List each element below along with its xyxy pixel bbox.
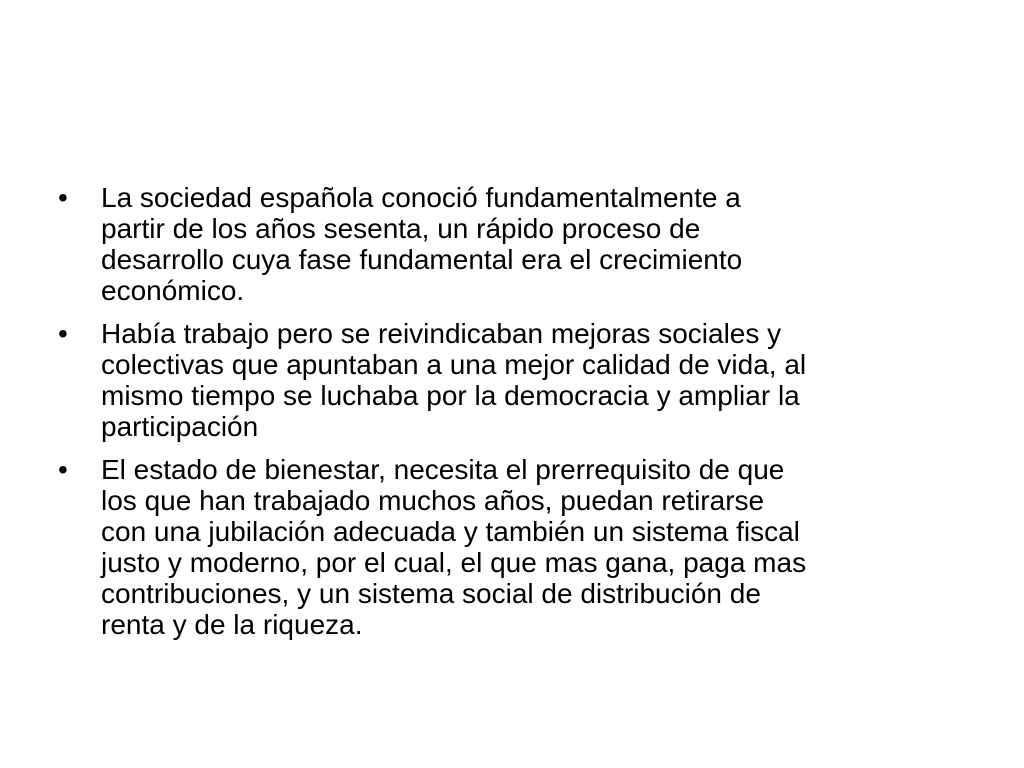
bullet-line: participación <box>101 411 259 442</box>
bullet-list <box>56 182 976 652</box>
bullet-line: económico. <box>101 275 245 306</box>
bullet-line: contribuciones, y un sistema social de distribución de <box>101 578 761 609</box>
bullet-line: La sociedad española conoció fundamentalmente a <box>101 182 741 213</box>
bullet-line: justo y moderno, por el cual, el que mas gana, paga mas <box>101 547 807 578</box>
bullet-dot-icon: • <box>58 454 68 485</box>
bullet-line: mismo tiempo se luchaba por la democracia y ampliar la <box>101 380 800 411</box>
bullet-line: Había trabajo pero se reivindicaban mejoras sociales y <box>101 318 782 349</box>
bullet-dot-icon: • <box>58 182 68 213</box>
bullet-line: colectivas que apuntaban a una mejor calidad de vida, al <box>101 349 807 380</box>
bullet-item-1 <box>56 182 976 306</box>
bullet-item-3 <box>56 454 976 640</box>
bullet-line: con una jubilación adecuada y también un sistema fiscal <box>101 516 800 547</box>
bullet-line: partir de los años sesenta, un rápido proceso de <box>101 213 701 244</box>
bullet-line: El estado de bienestar, necesita el prerrequisito de que <box>101 454 785 485</box>
bullet-dot-icon: • <box>58 318 68 349</box>
bullet-line: renta y de la riqueza. <box>101 609 363 640</box>
bullet-item-2 <box>56 318 976 442</box>
bullet-line: los que han trabajado muchos años, puedan retirarse <box>101 485 765 516</box>
bullet-line: desarrollo cuya fase fundamental era el crecimiento <box>101 244 743 275</box>
